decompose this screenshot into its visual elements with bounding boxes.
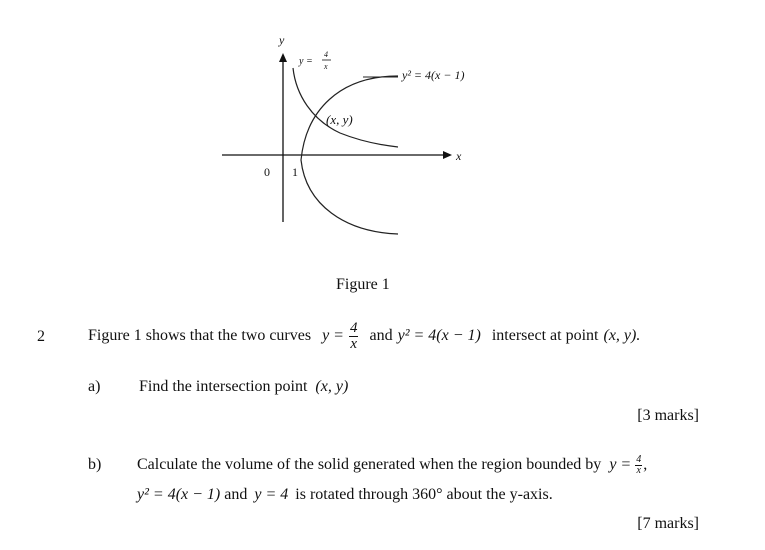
part-b-line2-eq: y² = 4(x − 1) bbox=[137, 486, 221, 503]
part-b-eq-fraction bbox=[635, 455, 642, 476]
stem-suffix: intersect at point bbox=[491, 327, 599, 344]
curve2-label: y² = 4(x − 1) bbox=[402, 68, 465, 82]
curve1-label-num: 4 bbox=[324, 50, 328, 59]
part-b-eq-lhs: y = bbox=[609, 456, 632, 473]
x-axis-arrow bbox=[443, 151, 452, 159]
stem-eq2: y² = 4(x − 1) bbox=[397, 327, 481, 344]
part-b-eq-denominator: x bbox=[636, 464, 641, 476]
intersection-point-label: (x, y) bbox=[326, 112, 353, 127]
curve1-label-den: x bbox=[324, 62, 328, 71]
part-a-label: a) bbox=[88, 378, 101, 395]
stem-eq1-fraction bbox=[349, 321, 359, 352]
part-a-marks: [3 marks] bbox=[637, 407, 699, 424]
stem-prefix: Figure 1 shows that the two curves bbox=[88, 327, 312, 344]
part-b-line2-and: and bbox=[224, 486, 248, 503]
one-label: 1 bbox=[292, 165, 298, 179]
stem-eq1-lhs: y = bbox=[322, 327, 344, 344]
stem-eq1-denominator: x bbox=[350, 335, 358, 352]
figure-caption: Figure 1 bbox=[336, 276, 390, 293]
part-a-point: (x, y) bbox=[315, 378, 349, 395]
part-b-label: b) bbox=[88, 456, 102, 473]
curve1-label-prefix: y = bbox=[299, 56, 313, 67]
question-stem bbox=[88, 318, 640, 354]
stem-eq1-numerator: 4 bbox=[349, 319, 358, 336]
part-b-line2-rest: is rotated through 360° about the y-axis. bbox=[295, 486, 553, 503]
part-b-eq-comma: , bbox=[643, 456, 648, 473]
part-b-marks: [7 marks] bbox=[637, 515, 699, 532]
origin-label: 0 bbox=[264, 165, 270, 179]
part-a-text bbox=[139, 378, 348, 396]
y-axis-arrow bbox=[279, 53, 287, 62]
part-b-line1 bbox=[137, 448, 647, 482]
y-axis-label: y bbox=[279, 33, 285, 47]
stem-point: (x, y). bbox=[603, 327, 641, 344]
x-axis-label: x bbox=[456, 149, 462, 163]
question-number: 2 bbox=[37, 328, 45, 345]
curve-y-equals-4-over-x bbox=[293, 68, 398, 147]
part-a-question: Find the intersection point bbox=[139, 378, 308, 395]
part-b-line2-y: y = 4 bbox=[254, 486, 289, 503]
part-b-line2 bbox=[137, 486, 553, 504]
stem-and: and bbox=[369, 327, 393, 344]
part-b-eq-numerator: 4 bbox=[636, 453, 642, 465]
part-b-question: Calculate the volume of the solid generated when the region bounded by bbox=[137, 456, 602, 473]
